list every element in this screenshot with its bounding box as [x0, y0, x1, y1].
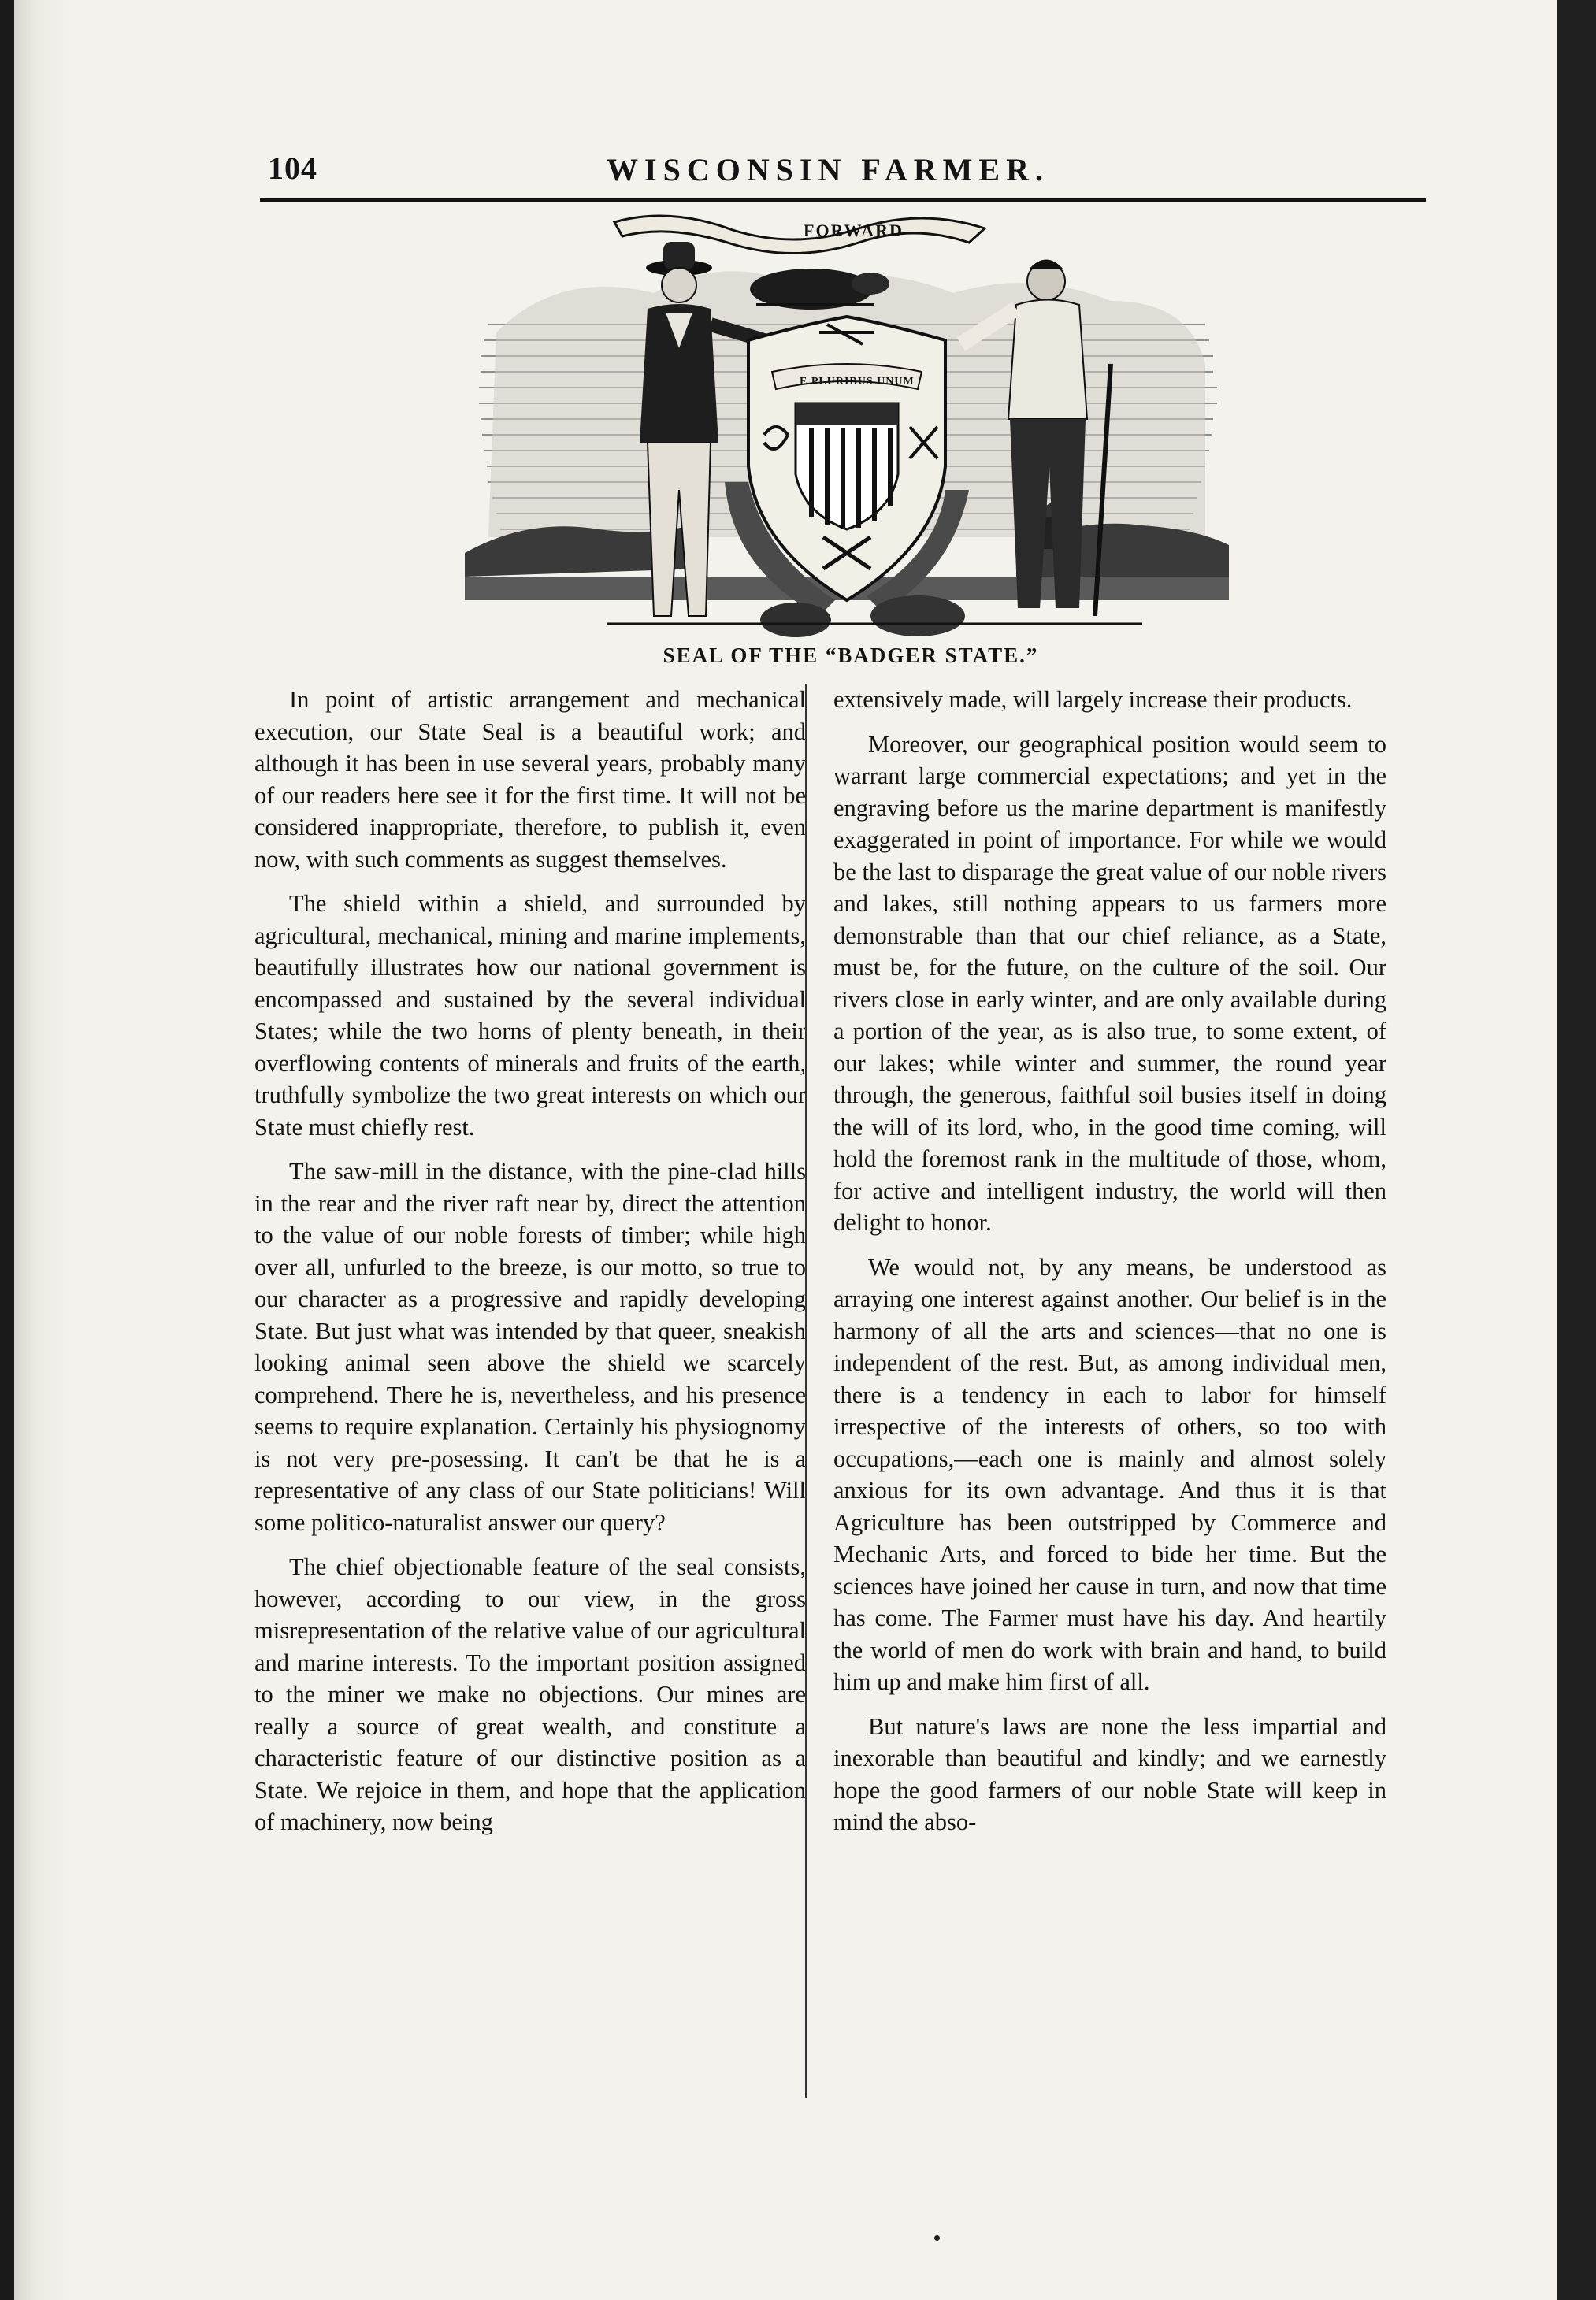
column-rule — [805, 684, 807, 2098]
left-column — [254, 684, 806, 1851]
ink-speck — [934, 2235, 940, 2241]
right-paragraph-2: Moreover, our geographical position would seem to warrant large commercial expectations; and yet in the engraving before us the marine department is manifestly exaggerated in point of importance. For while we would be the last to disparage the great value of our noble rivers and lakes, still nothing appears to us farmers more demonstrable than that our chief reliance, as a State, must be, for the future, on the culture of the soil. Our rivers close in early winter, and are only available during a portion of the year, as is also true, to some extent, of our lakes; while winter and summer, the round year through, the generous, faithful soil busies itself in doing the will of its lord, who, in the good time coming, will hold the foremost rank in the multitude of those, whom, for active and intelligent industry, the world will then delight to honor. — [833, 730, 1386, 1236]
left-paragraph-1: In point of artistic arrangement and mechanical execution, our State Seal is a beautiful work; and although it has been in use several years, probably many of our readers here see it for the first time. It will not be considered inappropriate, therefore, to publish it, even now, with such comments as suggest themselves. — [254, 686, 806, 873]
motto-text: FORWARD — [804, 221, 904, 240]
right-paragraph-1: extensively made, will largely increase their products. — [833, 686, 1353, 713]
right-paragraph-4: But nature's laws are none the less impartial and inexorable than beautiful and kindly; and we earnestly hope the good farmers of our noble State will keep in mind the abso- — [833, 1712, 1386, 1835]
binding-edge — [14, 0, 69, 2300]
scan-border — [1557, 0, 1596, 2300]
page-header — [268, 140, 1426, 195]
illustration-caption: SEAL OF THE “BADGER STATE.” — [663, 644, 1039, 667]
header-rule — [260, 198, 1426, 202]
running-head: WISCONSIN FARMER. — [607, 152, 1049, 187]
left-paragraph-2: The shield within a shield, and surrounded by agricultural, mechanical, mining and marine implements, beautifully illustrates how our national government is encompassed and sustained by the several individual States; while the two horns of plenty beneath, in their overflowing contents of minerals and fruits of the earth, truthfully symbolize the two great interests on which our State must chiefly rest. — [254, 890, 806, 1141]
right-column — [833, 684, 1386, 1851]
left-paragraph-4: The chief objectionable feature of the seal consists, however, according to our view, in the gross misrepresentation of the relative value of our agricultural and marine interests. To the important position assigned to the miner we make no objections. Our mines are really a source of great wealth, and constitute a characteristic feature of our distinctive position as a State. We rejoice in them, and hope that the application of machinery, now being — [254, 1553, 806, 1835]
left-paragraph-3: The saw-mill in the distance, with the pine-clad hills in the rear and the river raft near by, direct the attention to the value of our noble forests of timber; while high over all, unfurled to the breeze, is our motto, so true to our character as a progressive and rapidly developing State. But just what was intended by that queer, sneakish looking animal seen above the shield we scarcely comprehend. There he is, nevertheless, and his presence seems to require explanation. Certainly his physiognomy is not very pre-posessing. It can't be that he is a representative of any class of our State politicians! Will some politico-naturalist answer our query? — [254, 1158, 806, 1536]
state-seal-engraving — [465, 206, 1229, 647]
right-paragraph-3: We would not, by any means, be understood as arraying one interest against another. Our belief is in the harmony of all the arts and sciences—that no one is independent of the rest. But, as among individual men, there is a tendency in each to labor for himself irrespective of the interests of others, so too with occupations,—each one is mainly and almost solely anxious for its own advantage. And thus it is that Agriculture has been outstripped by Commerce and Mechanic Arts, and forced to bide her time. But the sciences have joined her cause in turn, and now that time has come. The Farmer must have his day. And heartily the world of men do work with brain and hand, to build him up and make him first of all. — [833, 1253, 1386, 1695]
badger-figure — [750, 269, 889, 310]
shield-banner-text: E PLURIBUS UNUM — [800, 376, 915, 388]
page-number: 104 — [268, 150, 317, 186]
